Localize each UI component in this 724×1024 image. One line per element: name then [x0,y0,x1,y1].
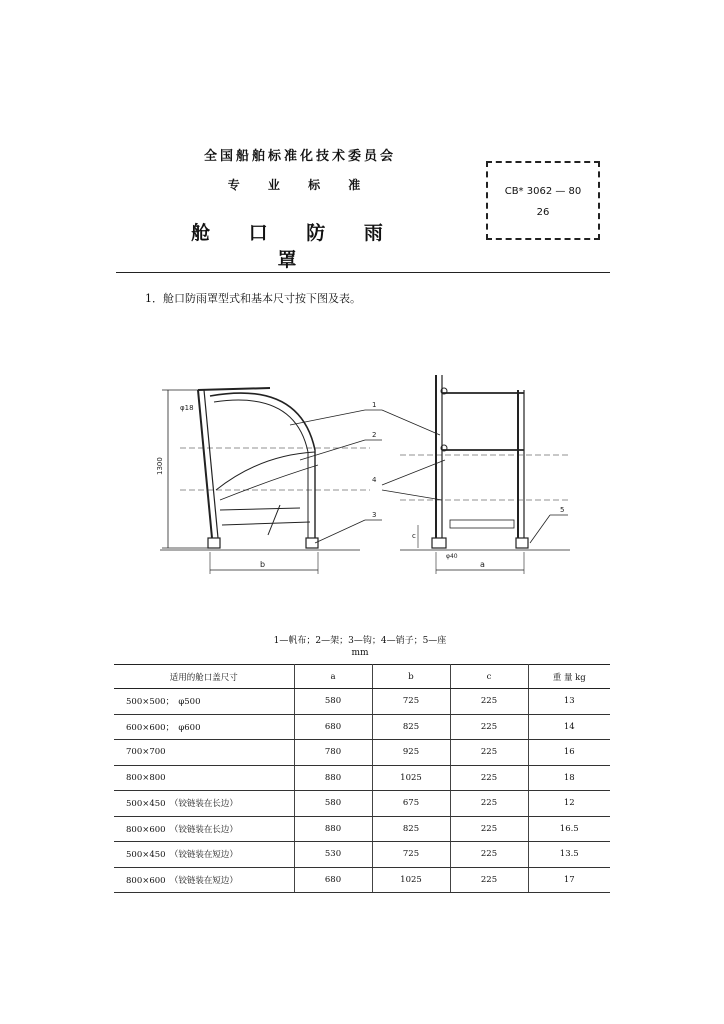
cell-c: 225 [450,765,528,791]
table-row [114,816,610,842]
col-header-c: c [450,665,528,689]
callout-1: 1 [372,401,377,409]
col-header-a: a [294,665,372,689]
cell-hatch-size: 500×500； φ500 [114,689,294,715]
callout-leaders [290,410,568,543]
cell-weight: 14 [528,714,610,740]
cell-hatch-size: 700×700 [114,740,294,766]
table-unit: mm [351,648,369,658]
standard-number-box [486,161,600,240]
table-row [114,765,610,791]
cell-hatch-size: 800×800 [114,765,294,791]
standard-page: 26 [536,207,550,218]
dim-phi-label: φ40 [446,553,458,560]
cell-hatch-size: 500×450 （铰链装在长边） [114,791,294,817]
callout-4: 4 [372,476,377,484]
angle-label: φ18 [180,404,194,412]
height-label: 1300 [156,457,164,475]
cell-b: 925 [372,740,450,766]
cell-b: 675 [372,791,450,817]
cell-weight: 18 [528,765,610,791]
header-rule [116,272,610,273]
cell-b: 825 [372,714,450,740]
col-header-weight: 重 量 kg [528,665,610,689]
cell-a: 580 [294,791,372,817]
cell-weight: 17 [528,867,610,893]
table-row [114,689,610,715]
document-title: 舱 口 防 雨 罩 [191,222,399,271]
cell-b: 725 [372,842,450,868]
standard-code: CB* 3062 — 80 [504,186,582,197]
clause-1: 1．舱口防雨罩型式和基本尺寸按下图及表。 [145,292,361,305]
cell-weight: 16.5 [528,816,610,842]
cell-hatch-size: 600×600； φ600 [114,714,294,740]
table-row [114,842,610,868]
col-header-hatch-size: 适用的舱口盖尺寸 [114,665,294,689]
cell-c: 225 [450,842,528,868]
figure-legend: 1—帆布；2—架；3—钩；4—销子；5—座 [273,636,447,646]
organization-name: 全国船舶标准化技术委员会 [203,149,396,164]
cell-weight: 13.5 [528,842,610,868]
table-row [114,867,610,893]
cell-a: 780 [294,740,372,766]
callout-2: 2 [372,431,377,439]
cell-a: 530 [294,842,372,868]
technical-drawing [150,360,580,600]
table-header-row [114,665,610,689]
dimension-table [114,664,610,893]
cell-weight: 12 [528,791,610,817]
cell-hatch-size: 800×600 （铰链装在长边） [114,816,294,842]
cell-hatch-size: 500×450 （铰链装在短边） [114,842,294,868]
dim-b-label: b [260,560,266,569]
cell-a: 880 [294,816,372,842]
table-row [114,740,610,766]
cell-a: 580 [294,689,372,715]
cell-c: 225 [450,791,528,817]
table-row [114,714,610,740]
cell-c: 225 [450,816,528,842]
cell-b: 1025 [372,867,450,893]
cell-hatch-size: 800×600 （铰链装在短边） [114,867,294,893]
front-view [400,375,570,574]
cell-b: 725 [372,689,450,715]
dim-c-label: c [412,532,416,540]
standard-type: 专 业 标 准 [227,178,373,192]
col-header-b: b [372,665,450,689]
cell-weight: 16 [528,740,610,766]
cell-c: 225 [450,689,528,715]
dim-a-label: a [480,560,485,569]
cell-c: 225 [450,714,528,740]
cell-c: 225 [450,867,528,893]
callout-3: 3 [372,511,377,519]
cell-weight: 13 [528,689,610,715]
cell-b: 825 [372,816,450,842]
side-view [160,388,370,574]
cell-a: 680 [294,714,372,740]
callout-5: 5 [560,506,565,514]
cell-a: 880 [294,765,372,791]
cell-b: 1025 [372,765,450,791]
table-row [114,791,610,817]
cell-a: 680 [294,867,372,893]
cell-c: 225 [450,740,528,766]
